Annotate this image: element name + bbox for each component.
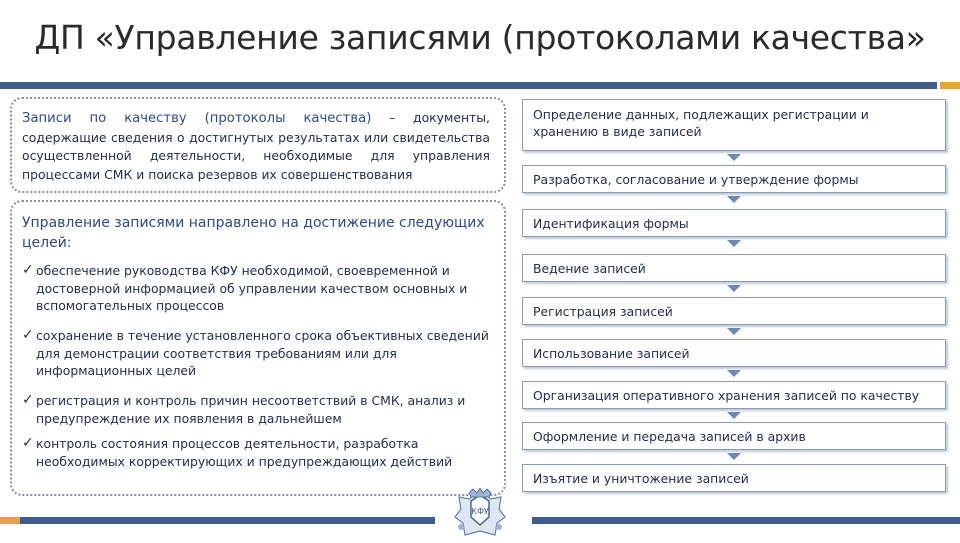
checkmark-icon: ✓ <box>22 327 34 343</box>
process-step-label: Оформление и передача записей в архив <box>533 429 806 444</box>
process-step-label: Изъятие и уничтожение записей <box>533 471 749 486</box>
emblem-text: КФУ <box>471 507 489 516</box>
down-arrow-icon <box>727 240 741 247</box>
down-arrow-icon <box>727 370 741 377</box>
down-arrow-icon <box>727 453 741 460</box>
bottom-divider-orange <box>0 517 20 524</box>
process-step-label: Разработка, согласование и утверждение формы <box>533 172 859 187</box>
process-step <box>522 464 946 492</box>
bottom-divider-right <box>532 517 960 524</box>
goal-text: регистрация и контроль причин несоответствий в СМК, анализ и предупреждение их появления в дальнейшем <box>36 393 466 426</box>
process-step-label: Регистрация записей <box>533 304 673 319</box>
checkmark-icon: ✓ <box>22 262 34 278</box>
process-step <box>522 254 946 282</box>
process-step-label: Определение данных, подлежащих регистрации и хранению в виде записей <box>533 107 869 139</box>
down-arrow-icon <box>727 285 741 292</box>
definition-term: Записи по качеству (протоколы качества) <box>22 111 372 126</box>
process-step <box>522 165 946 193</box>
process-step-label: Ведение записей <box>533 261 646 276</box>
goal-text: обеспечение руководства КФУ необходимой, своевременной и достоверной информацией об управлении качеством основных и вспомогательных процессов <box>36 263 468 313</box>
checkmark-icon: ✓ <box>22 392 34 408</box>
goal-item <box>22 262 492 315</box>
process-step-label: Организация оперативного хранения записей по качеству <box>533 388 920 403</box>
down-arrow-icon <box>727 328 741 335</box>
goals-heading: Управление записями направлено на достижение следующих целей: <box>22 215 485 251</box>
goal-item <box>22 435 492 470</box>
top-divider-blue <box>0 82 937 89</box>
down-arrow-icon <box>727 196 741 203</box>
process-step <box>522 209 946 237</box>
process-step <box>522 339 946 367</box>
definition-body: – документы, содержащие сведения о достигнутых результатах или свидетельства осуществленной деятельности, необходимые для управления процессами СМК и поиска резервов их совершенствования <box>22 110 490 182</box>
top-divider-orange <box>940 82 960 89</box>
process-step <box>522 297 946 325</box>
university-emblem-icon <box>451 487 509 539</box>
definition-text <box>22 109 490 184</box>
process-step <box>522 99 946 151</box>
goal-text: сохранение в течение установленного срока объективных сведений для демонстрации соответствия требованиям или для информационных целей <box>36 328 489 378</box>
goal-text: контроль состояния процессов деятельности, разработка необходимых корректирующих и предупреждающих действий <box>36 436 453 469</box>
page-title: ДП «Управление записями (протоколами качества» <box>34 18 926 57</box>
down-arrow-icon <box>727 412 741 419</box>
goal-item <box>22 392 492 427</box>
process-step-label: Использование записей <box>533 346 690 361</box>
process-step <box>522 422 946 450</box>
checkmark-icon: ✓ <box>22 435 34 451</box>
goal-item <box>22 327 492 380</box>
down-arrow-icon <box>727 154 741 161</box>
bottom-divider-left <box>0 517 435 524</box>
top-divider <box>0 82 960 89</box>
process-step-label: Идентификация формы <box>533 216 689 231</box>
process-step <box>522 381 946 409</box>
